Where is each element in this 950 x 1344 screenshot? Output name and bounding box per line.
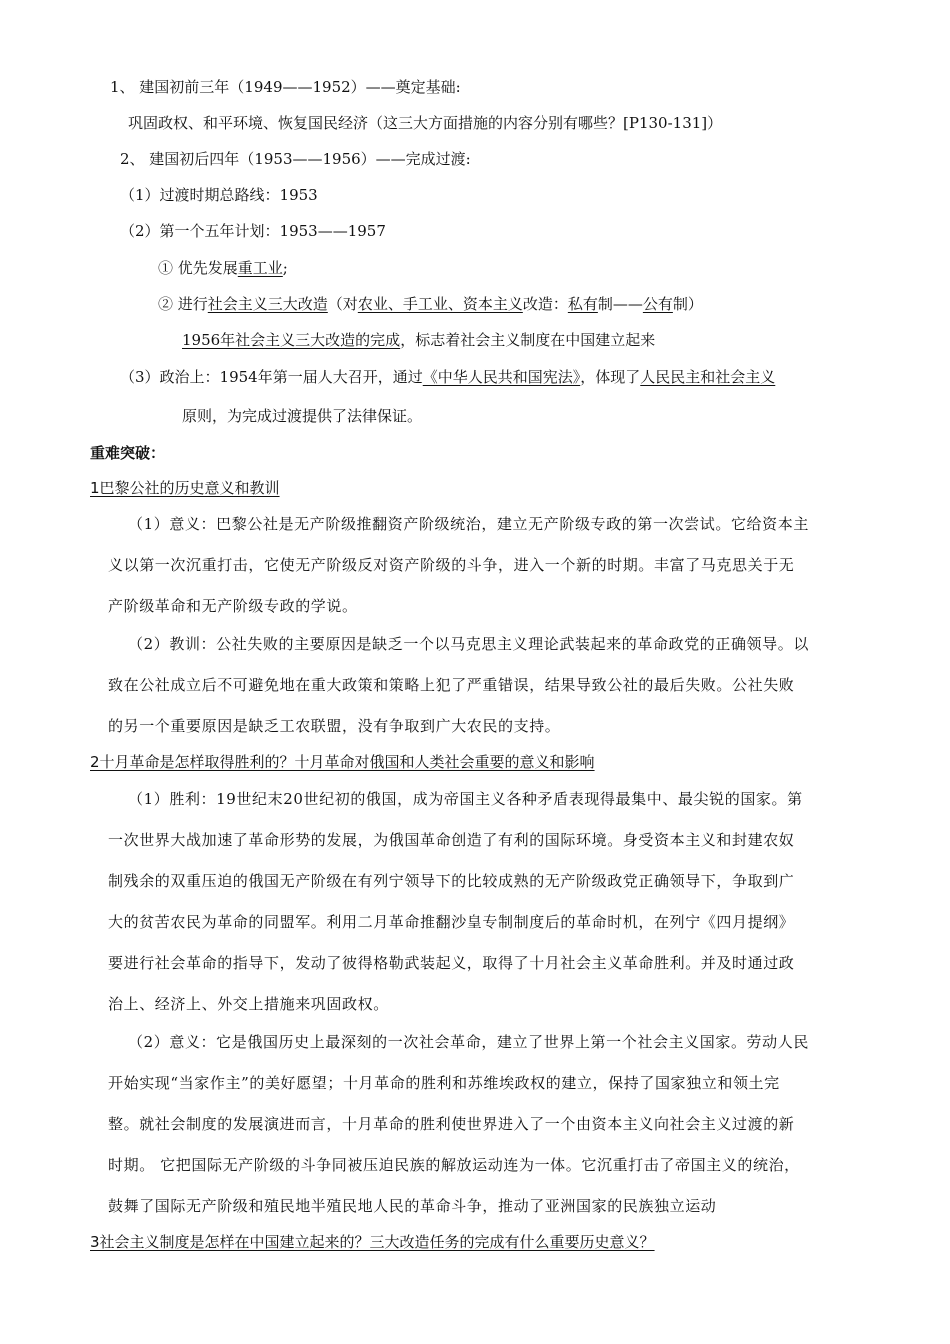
- key-difficulties-heading: 重难突破：: [90, 444, 166, 462]
- transform-term: 社会主义三大改造: [207, 295, 328, 313]
- q2-meaning-line-3: 整。就社会制度的发展演进而言，十月革命的胜利使世界进入了一个由资本主义向社会主义过渡的新: [108, 1115, 795, 1133]
- q2-victory-line-4: 大的贫苦农民为革命的同盟军。利用二月革命推翻沙皇专制制度后的革命时机，在列宁《四月提纲》: [108, 913, 795, 931]
- three-transformations-item: [158, 294, 703, 314]
- q1-significance-line-3: 产阶级革命和无产阶级专政的学说。: [108, 597, 358, 615]
- q2-victory-line-5: 要进行社会革命的指导下，发动了彼得格勒武装起义，取得了十月社会主义革命胜利。并及时通过政: [108, 954, 795, 972]
- completion-suffix: ，标志着社会主义制度在中国建立起来: [400, 331, 656, 349]
- q2-meaning-line-4: 时期。 它把国际无产阶级的斗争同被压迫民族的解放运动连为一体。它沉重打击了帝国主义的统治，: [108, 1156, 800, 1174]
- heavy-industry-suffix: ;: [282, 259, 288, 277]
- principle-term: 人民民主和社会主义: [640, 368, 776, 386]
- q2-meaning-line-1: （2）意义：它是俄国历史上最深刻的一次社会革命，建立了世界上第一个社会主义国家。劳动人民: [128, 1033, 809, 1051]
- political-prefix: （3）政治上：1954年第一届人大召开，通过: [120, 368, 423, 386]
- section-1-measures: 巩固政权、和平环境、恢复国民经济（这三大方面措施的内容分别有哪些？[P130-131]）: [128, 114, 723, 132]
- political-mid: ，体现了: [580, 368, 641, 386]
- political-point-continued: 原则，为完成过渡提供了法律保证。: [182, 407, 423, 425]
- five-year-plan-point: （2）第一个五年计划：1953——1957: [120, 222, 386, 240]
- transform-targets: 农业、手工业、资本主义: [357, 295, 523, 313]
- q1-significance-line-1: （1）意义：巴黎公社是无产阶级推翻资产阶级统治，建立无产阶级专政的第一次尝试。它给资本主: [128, 515, 809, 533]
- q2-meaning-line-5: 鼓舞了国际无产阶级和殖民地半殖民地人民的革命斗争，推动了亚洲国家的民族独立运动: [108, 1197, 717, 1215]
- q2-victory-line-3: 制残余的双重压迫的俄国无产阶级在有列宁领导下的比较成熟的无产阶级政党正确领导下，争取到广: [108, 872, 795, 890]
- transform-prefix: ② 进行: [158, 295, 208, 313]
- transform-mid-1: （对: [327, 295, 358, 313]
- q2-victory-line-1: （1）胜利：19世纪末20世纪初的俄国，成为帝国主义各种矛盾表现得最集中、最尖锐的国家。第: [128, 790, 803, 808]
- section-1-heading: 1、 建国初前三年（1949——1952）——奠定基础:: [110, 78, 461, 96]
- heavy-industry-term: 重工业: [237, 259, 283, 277]
- question-1-title: 1巴黎公社的历史意义和教训: [90, 479, 280, 497]
- question-3-title: 3社会主义制度是怎样在中国建立起来的？三大改造任务的完成有什么重要历史意义？: [90, 1233, 655, 1251]
- constitution-term: 《中华人民共和国宪法》: [422, 368, 581, 386]
- heavy-industry-prefix: ① 优先发展: [158, 259, 238, 277]
- q1-lesson-line-3: 的另一个重要原因是缺乏工农联盟，没有争取到广大农民的支持。: [108, 717, 561, 735]
- transform-suffix: 制）: [672, 295, 703, 313]
- transformation-completion-note: [182, 330, 655, 350]
- public-ownership: 公有: [642, 295, 673, 313]
- general-line-point: （1）过渡时期总路线：1953: [120, 186, 318, 204]
- transform-mid-3: 制——: [597, 295, 643, 313]
- q1-lesson-line-1: （2）教训：公社失败的主要原因是缺乏一个以马克思主义理论武装起来的革命政党的正确领导。以: [128, 635, 809, 653]
- political-point: [120, 367, 775, 387]
- q1-significance-line-2: 义以第一次沉重打击，它使无产阶级反对资产阶级的斗争，进入一个新的时期。丰富了马克思关于无: [108, 556, 795, 574]
- section-2-heading: 2、 建国初后四年（1953——1956）——完成过渡:: [120, 150, 471, 168]
- q2-victory-line-6: 治上、经济上、外交上措施来巩固政权。: [108, 995, 389, 1013]
- transform-mid-2: 改造：: [522, 295, 568, 313]
- q2-meaning-line-2: 开始实现“当家作主”的美好愿望；十月革命的胜利和苏维埃政权的建立，保持了国家独立和领土完: [108, 1074, 780, 1092]
- q2-victory-line-2: 一次世界大战加速了革命形势的发展，为俄国革命创造了有利的国际环境。身受资本主义和封建农奴: [108, 831, 795, 849]
- private-ownership: 私有: [567, 295, 598, 313]
- q1-lesson-line-2: 致在公社成立后不可避免地在重大政策和策略上犯了严重错误，结果导致公社的最后失败。公社失败: [108, 676, 795, 694]
- heavy-industry-item: [158, 258, 288, 278]
- question-2-title: 2十月革命是怎样取得胜利的？十月革命对俄国和人类社会重要的意义和影响: [90, 753, 595, 771]
- completion-term: 1956年社会主义三大改造的完成: [182, 331, 401, 349]
